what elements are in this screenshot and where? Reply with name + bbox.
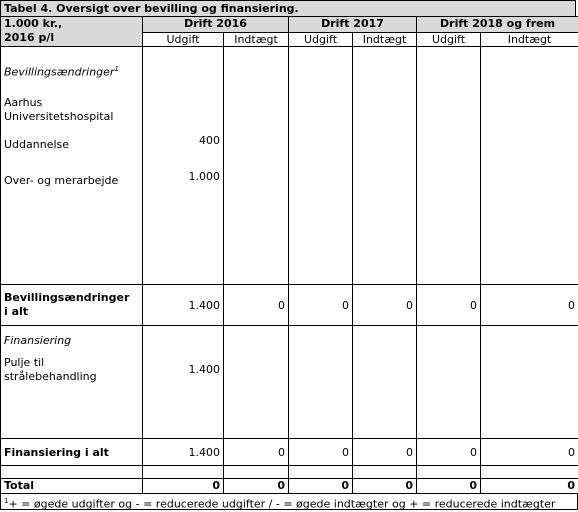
cell-value: 0 [224, 439, 289, 466]
unit-line-1: 1.000 kr., [4, 17, 139, 31]
row-label: Aarhus [4, 96, 139, 110]
cell-value: 0 [224, 479, 289, 494]
total-label: Bevillingsændringer i alt [1, 285, 143, 326]
row-label: Pulje til [4, 356, 139, 370]
section-bevilling-labels [1, 47, 143, 285]
row-label: Universitetshospital [4, 110, 139, 124]
row-label: strålebehandling [4, 370, 139, 384]
cell-value: 0 [353, 479, 417, 494]
cell-value: 0 [353, 285, 417, 326]
total-label: Total [1, 479, 143, 494]
cell-value: 0 [289, 479, 353, 494]
section-finansiering-body [1, 326, 578, 439]
cell-value: 0 [417, 439, 481, 466]
unit-header [1, 17, 143, 47]
footnote-text: + = øgede udgifter og - = reducerede udgifter / - = øgede indtægter og + = reducerede indtægter [8, 498, 555, 511]
group-drift-2016: Drift 2016 [143, 17, 289, 33]
cell-value: 1.400 [143, 285, 224, 326]
section-heading: Bevillingsændringer$^1$ [4, 62, 139, 80]
total-label: Finansiering i alt [1, 439, 143, 466]
cell-value: 0 [353, 439, 417, 466]
cell-value: 0 [481, 285, 578, 326]
row-label: Over- og merarbejde [4, 174, 139, 188]
udgift-2016-values [143, 47, 224, 285]
sub-header: Udgift [289, 33, 353, 47]
cell-value: 0 [143, 479, 224, 494]
sub-header: Indtægt [224, 33, 289, 47]
cell-value: 0 [289, 439, 353, 466]
spacer-row [1, 466, 578, 479]
cell-value: 0 [224, 285, 289, 326]
section-finansiering-labels [1, 326, 143, 439]
group-drift-2017: Drift 2017 [289, 17, 417, 33]
cell-value: 1.400 [146, 363, 220, 377]
total-row-bevilling [1, 285, 578, 326]
cell-value: 1.400 [143, 439, 224, 466]
row-label: Uddannelse [4, 138, 139, 152]
sub-header: Udgift [417, 33, 481, 47]
group-drift-2018: Drift 2018 og frem [417, 17, 578, 33]
sub-header: Indtægt [481, 33, 578, 47]
cell-value: 0 [289, 285, 353, 326]
header-row-groups [1, 17, 578, 33]
section-bevilling-body [1, 47, 578, 285]
cell-value: 1.000 [146, 170, 220, 184]
grand-total-row [1, 479, 578, 494]
cell-value: 0 [481, 479, 578, 494]
table-title: Tabel 4. Oversigt over bevilling og finansiering. [0, 0, 576, 16]
footnote [0, 494, 578, 510]
section-heading: Finansiering [4, 334, 139, 348]
budget-table [0, 16, 578, 494]
cell-value: 0 [417, 285, 481, 326]
unit-line-2: 2016 p/l [4, 31, 139, 45]
cell-value: 0 [417, 479, 481, 494]
sub-header: Udgift [143, 33, 224, 47]
sub-header: Indtægt [353, 33, 417, 47]
cell-value: 400 [146, 134, 220, 148]
total-row-finansiering [1, 439, 578, 466]
udgift-2016-values [143, 326, 224, 439]
footnote-marker: 1 [4, 497, 8, 505]
cell-value: 0 [481, 439, 578, 466]
